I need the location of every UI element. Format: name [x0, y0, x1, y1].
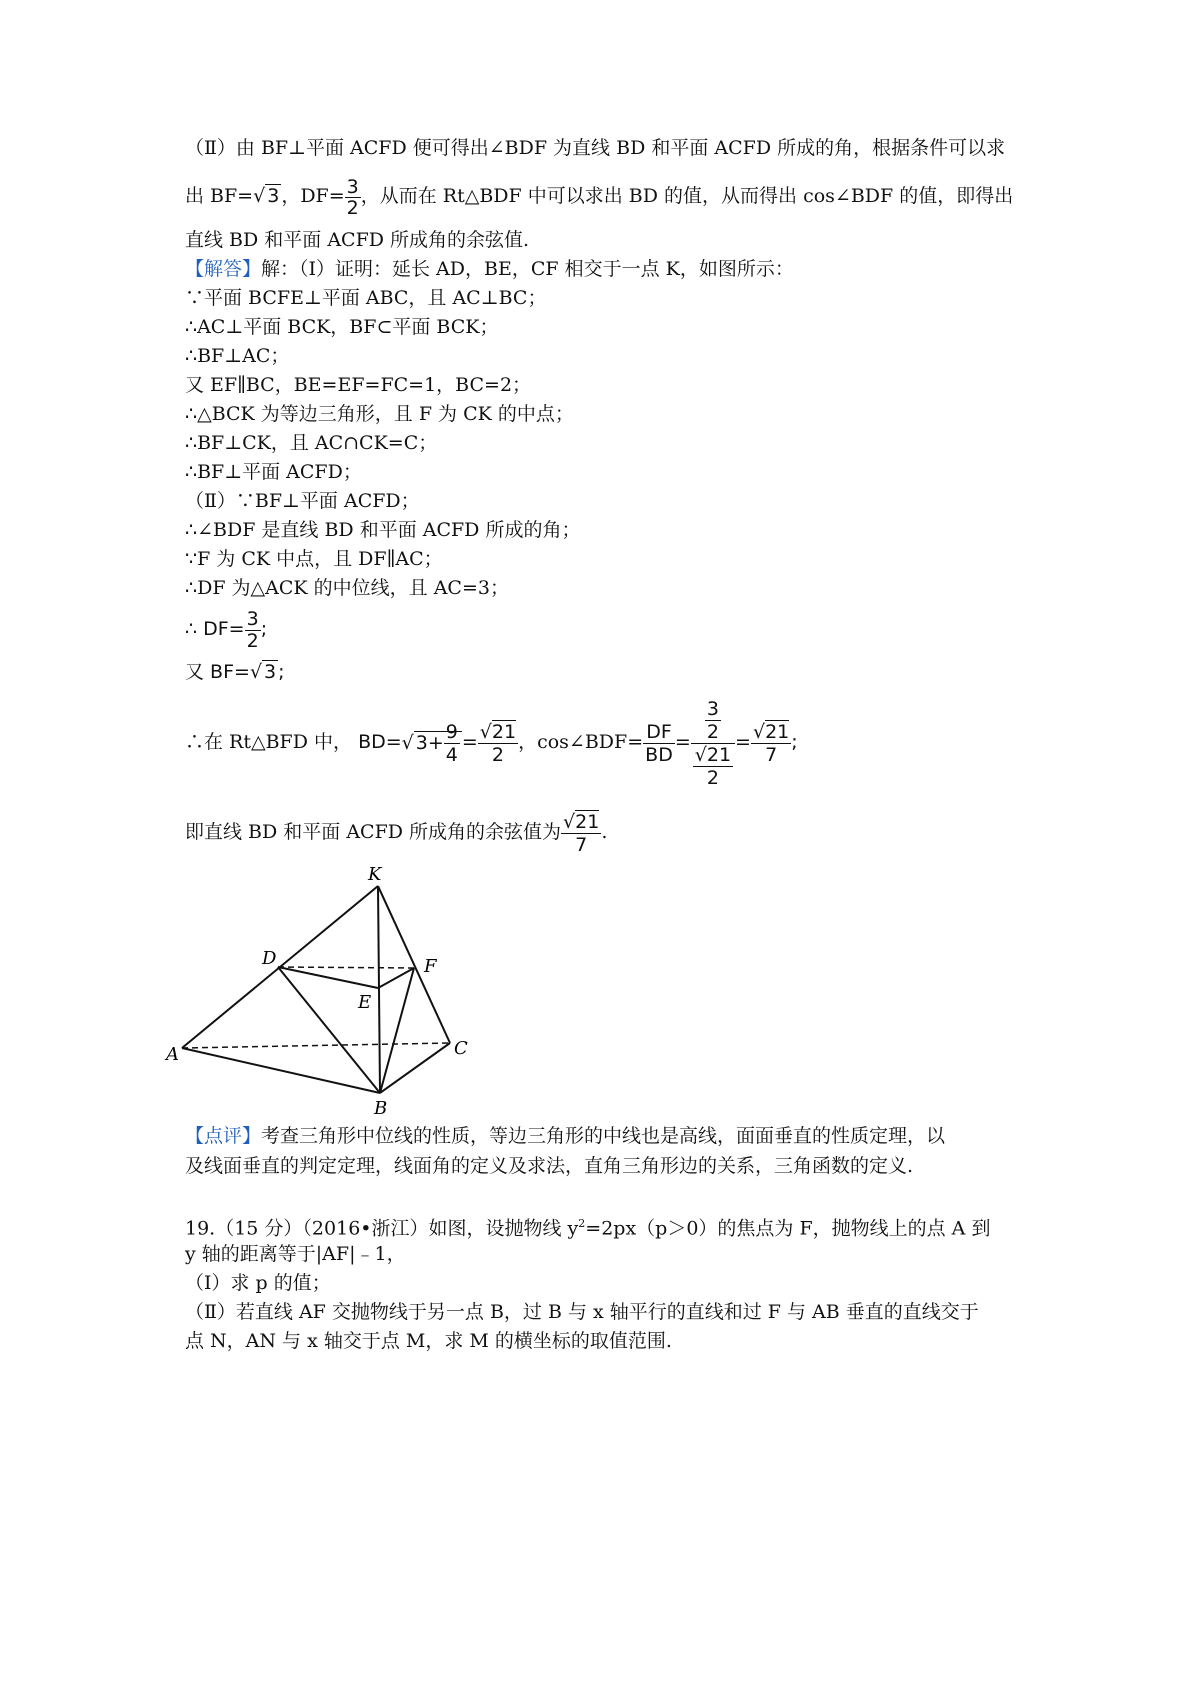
fraction-conclusion: [561, 811, 601, 856]
denominator: [691, 743, 735, 789]
solution-step: ∴BF⊥CK，且 AC∩CK=C；: [185, 432, 438, 454]
analysis-line-3: 直线 BD 和平面 ACFD 所成角的余弦值.: [185, 229, 530, 251]
numerator: √21: [752, 720, 790, 743]
label-F: F: [424, 956, 437, 977]
solution-step: ∴BF⊥平面 ACFD；: [185, 461, 362, 483]
analysis-line-1: （Ⅱ）由 BF⊥平面 ACFD 便可得出∠BDF 为直线 BD 和平面 ACFD 所成的角，根据条件可以求: [185, 137, 1006, 159]
label-A: A: [166, 1044, 179, 1065]
denominator: 7: [561, 833, 601, 856]
sqrt-radicand: 21: [575, 810, 600, 833]
conclusion-line: [185, 806, 607, 858]
denominator: 2: [346, 196, 359, 219]
sqrt-bf: √ 3: [253, 185, 280, 207]
equation-text: ;: [278, 661, 285, 683]
comment-tag: 【点评】: [185, 1125, 262, 1147]
solution-step: ∴AC⊥平面 BCK，BF⊂平面 BCK；: [185, 316, 499, 338]
solution-step: （Ⅱ）∵BF⊥平面 ACFD；: [185, 490, 420, 512]
sqrt-radicand: 3: [264, 661, 277, 683]
sqrt-radicand: 3: [267, 185, 280, 207]
equation-text: ;: [791, 731, 798, 753]
solution-step: 又 EF∥BC，BE=EF=FC=1，BC=2；: [185, 374, 532, 396]
equation-text: BD=: [358, 731, 402, 753]
solution-tag: 【解答】: [185, 258, 262, 280]
fraction-3-2: [705, 698, 721, 743]
denominator: 4: [445, 743, 458, 766]
bf-equation: [185, 660, 285, 684]
geometry-figure: [160, 860, 500, 1120]
fraction-root21-2: [693, 744, 733, 789]
solution-step: ∵平面 BCFE⊥平面 ABC，且 AC⊥BC；: [185, 287, 547, 309]
denominator: 2: [246, 629, 259, 652]
analysis-text: 出 BF=: [185, 185, 254, 207]
fraction-bd-result: [478, 721, 518, 766]
sqrt-bf: √ 3: [249, 661, 277, 683]
edge-KB: [378, 886, 380, 1093]
compound-fraction: [691, 698, 735, 789]
equation-text: =: [461, 731, 478, 753]
equation-text: 又 BF=: [185, 661, 250, 683]
problem19-line-5: 点 N，AN 与 x 轴交于点 M，求 M 的横坐标的取值范围.: [185, 1330, 672, 1352]
numerator: √21: [694, 743, 732, 766]
denominator: 2: [706, 720, 719, 743]
problem19-line-3: （Ⅰ）求 p 的值；: [185, 1272, 331, 1294]
numerator: √21: [479, 720, 517, 743]
problem19-line-4: （Ⅱ）若直线 AF 交抛物线于另一点 B，过 B 与 x 轴平行的直线和过 F 与 AB 垂直的直线交于: [185, 1301, 979, 1323]
solution-step: ∴△BCK 为等边三角形，且 F 为 CK 的中点；: [185, 403, 574, 425]
superscript: 2: [578, 1217, 586, 1230]
edge-DF-dashed: [278, 967, 414, 968]
equation-text: ∴ DF=: [185, 618, 245, 640]
denominator: 2: [693, 766, 733, 789]
edge-BC: [380, 1043, 450, 1093]
denominator: 7: [751, 743, 791, 766]
solution-step: ∴DF 为△ACK 的中位线，且 AC=3；: [185, 577, 509, 599]
fraction-df-bd: [643, 721, 675, 766]
label-K: K: [368, 864, 382, 885]
conclusion-text: 即直线 BD 和平面 ACFD 所成角的余弦值为: [185, 821, 562, 843]
label-C: C: [454, 1038, 468, 1059]
equation-text: ;: [260, 618, 268, 640]
solution-intro-text: 解：（Ⅰ）证明：延长 AD，BE，CF 相交于一点 K，如图所示：: [261, 258, 794, 280]
problem19-line-2: y 轴的距离等于|AF|﹣1，: [185, 1243, 406, 1265]
problem-text: 19.（15 分）（2016•浙江）如图，设抛物线 y: [185, 1217, 579, 1240]
fraction-df: [345, 177, 361, 218]
solution-step: ∴BF⊥AC；: [185, 345, 290, 367]
sqrt-bd: √ 3+ $\frac{9}{4}$: [402, 721, 462, 766]
sqrt-radicand: 21: [491, 720, 517, 743]
edge-KC: [378, 886, 450, 1043]
edge-AC-dashed: [182, 1043, 450, 1048]
fraction-df: [245, 609, 261, 652]
label-D: D: [262, 948, 277, 969]
conclusion-text: .: [601, 821, 608, 843]
sqrt-radicand: 21: [706, 743, 732, 766]
equation-text: =: [735, 731, 751, 753]
denominator: BD: [645, 743, 673, 766]
numerator: DF: [646, 720, 672, 743]
edge-FB: [380, 968, 414, 1093]
comment-text: 考查三角形中位线的性质，等边三角形的中线也是高线，面面垂直的性质定理，以: [261, 1125, 946, 1147]
problem19-line-1: [185, 1212, 990, 1240]
numerator: 3: [706, 697, 719, 720]
bd-cos-equation: [185, 690, 798, 794]
equation-text: ∴在 Rt△BFD 中，: [185, 731, 353, 753]
comment-line-2: 及线面垂直的判定定理，线面角的定义及求法，直角三角形边的关系，三角函数的定义.: [185, 1155, 914, 1177]
numerator: 3: [246, 607, 259, 630]
comment-line-1: [185, 1124, 945, 1148]
sqrt-radicand: [414, 720, 462, 766]
sqrt-radicand: 21: [765, 720, 790, 743]
analysis-line-2: [185, 172, 1013, 220]
numerator: 9: [445, 720, 458, 743]
problem-text: =2px（p＞0）的焦点为 F，抛物线上的点 A 到: [585, 1217, 991, 1240]
df-equation: [185, 604, 267, 654]
solution-step: ∵F 为 CK 中点，且 DF∥AC；: [185, 548, 443, 570]
analysis-text: ，DF=: [281, 185, 345, 207]
radicand-text: 3+: [415, 731, 444, 754]
fraction-result: [751, 721, 791, 766]
denominator: 2: [478, 743, 518, 766]
solution-intro: [185, 257, 794, 281]
equation-text: =: [674, 731, 691, 753]
label-E: E: [358, 992, 372, 1013]
fraction-9-4: [444, 721, 460, 766]
numerator: [691, 698, 735, 743]
numerator: 3: [346, 175, 359, 198]
numerator: √21: [563, 810, 600, 833]
solution-step: ∴∠BDF 是直线 BD 和平面 ACFD 所成的角；: [185, 519, 581, 541]
analysis-text: ，从而在 Rt△BDF 中可以求出 BD 的值，从而得出 cos∠BDF 的值，即得出: [360, 185, 1014, 207]
equation-text: ，cos∠BDF=: [518, 731, 644, 753]
label-B: B: [374, 1098, 388, 1119]
